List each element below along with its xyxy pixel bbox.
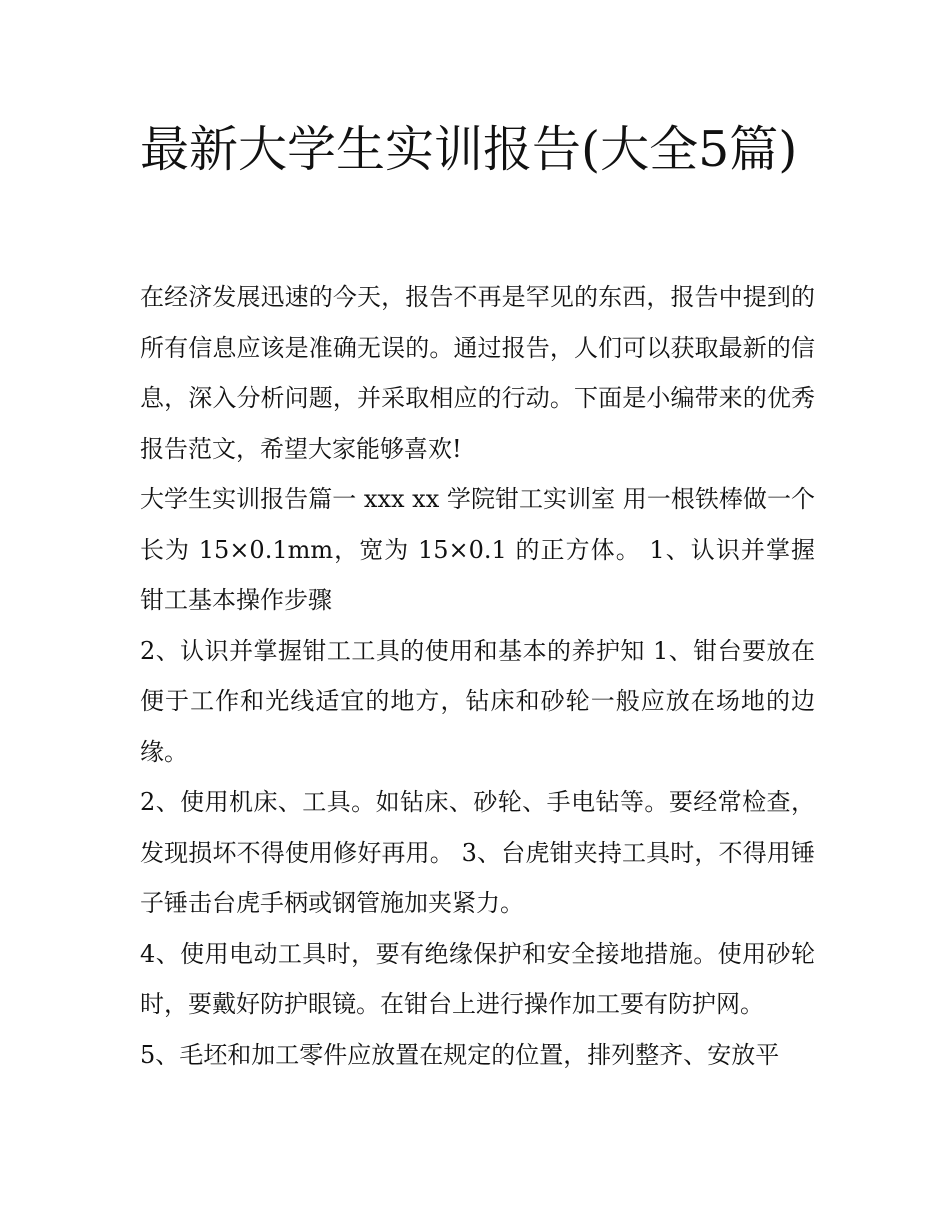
report-paragraph-1: 大学生实训报告篇一 xxx xx 学院钳工实训室 用一根铁棒做一个长为 15×0.1mm，宽为 15×0.1 的正方体。 1、认识并掌握钳工基本操作步骤 [140, 485, 815, 614]
document-title: 最新大学生实训报告(大全5篇) [140, 121, 798, 178]
intro-paragraph: 在经济发展迅速的今天，报告不再是罕见的东西，报告中提到的所有信息应该是准确无误的。通过报告，人们可以获取最新的信息，深入分析问题，并采取相应的行动。下面是小编带来的优秀报告范文，希望大家能够喜欢! [140, 283, 815, 463]
report-paragraph-4: 4、使用电动工具时，要有绝缘保护和安全接地措施。使用砂轮时，要戴好防护眼镜。在钳台上进行操作加工要有防护网。 [140, 939, 815, 1018]
document-body [140, 272, 815, 1080]
report-paragraph-3: 2、使用机床、工具。如钻床、砂轮、手电钻等。要经常检查，发现损坏不得使用修好再用。 3、台虎钳夹持工具时，不得用锤子锤击台虎手柄或钢管施加夹紧力。 [140, 788, 815, 917]
report-paragraph-2: 2、认识并掌握钳工工具的使用和基本的养护知 1、钳台要放在便于工作和光线适宜的地方，钻床和砂轮一般应放在场地的边缘。 [140, 636, 815, 766]
report-paragraph-5: 5、毛坯和加工零件应放置在规定的位置，排列整齐、安放平 [140, 1040, 780, 1069]
